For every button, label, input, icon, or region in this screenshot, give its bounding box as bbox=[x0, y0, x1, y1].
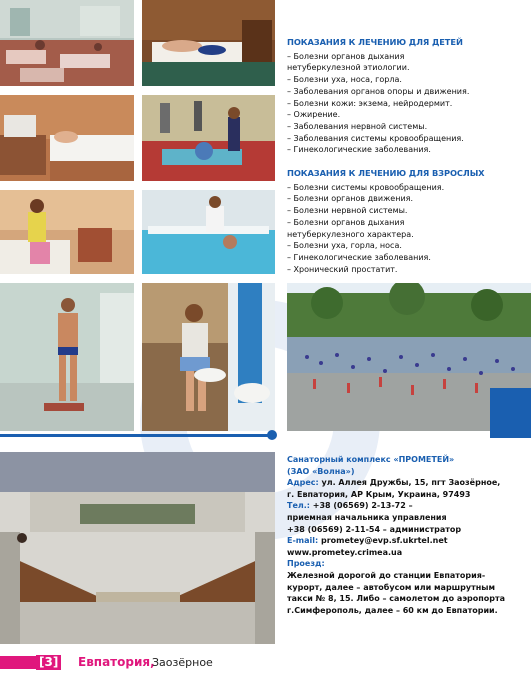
list-item: нетуберкулезного характера. bbox=[287, 229, 414, 239]
phone-value-3: +38 (06569) 2-11-54 – администратор bbox=[287, 524, 462, 534]
list-item: – Болезни кожи: экзема, нейродермит. bbox=[287, 98, 453, 108]
route-line-2: курорт, далее – автобусом или маршрутным bbox=[287, 582, 496, 592]
route-line-1: Железной дорогой до станции Евпатория- bbox=[287, 570, 486, 580]
photo-physiotherapy-ball bbox=[142, 95, 275, 181]
phone-line bbox=[287, 500, 527, 512]
photo-hydrotherapy-bath bbox=[142, 190, 275, 274]
address-value-1: ул. Аллея Дружбы, 15, пгт Заозёрное, bbox=[318, 478, 501, 488]
phone-value-1: +38 (06569) 2-13-72 – bbox=[309, 501, 413, 511]
list-item: нетуберкулезной этиологии. bbox=[287, 63, 410, 73]
address-label: Адрес: bbox=[287, 478, 319, 488]
sanatorium-name: Санаторный комплекс «ПРОМЕТЕЙ» bbox=[287, 455, 455, 464]
list-item: – Ожирение. bbox=[287, 110, 341, 120]
address-value-2: г. Евпатория, АР Крым, Украина, 97493 bbox=[287, 489, 471, 499]
route-line-3: такси № 8, 15. Либо – самолетом до аэропорта bbox=[287, 594, 506, 604]
footer-city: Евпатория, bbox=[78, 655, 155, 669]
list-item: – Заболевания нервной системы. bbox=[287, 121, 428, 131]
website-link[interactable]: www.prometey.crimea.ua bbox=[287, 547, 403, 557]
list-item: – Гинекологические заболевания. bbox=[287, 252, 431, 262]
footer-place: Заозёрное bbox=[152, 656, 213, 669]
address-line bbox=[287, 477, 527, 489]
email-label: E-mail: bbox=[287, 536, 319, 546]
photo-girl-sitting bbox=[0, 190, 134, 274]
phone-label: Тел.: bbox=[287, 501, 310, 511]
list-item: – Хронический простатит. bbox=[287, 264, 398, 274]
photo-man-standing bbox=[0, 283, 134, 431]
phone-value-2: приемная начальника управления bbox=[287, 512, 447, 522]
email-line bbox=[287, 535, 527, 547]
photo-sanatorium-hall bbox=[0, 452, 275, 644]
list-item: – Заболевания органов опоры и движения. bbox=[287, 86, 470, 96]
list-item: – Болезни уха, носа, горла. bbox=[287, 75, 402, 85]
timeline-dot bbox=[267, 430, 277, 440]
route-label: Проезд: bbox=[287, 559, 325, 569]
accent-stripe bbox=[490, 388, 531, 438]
list-item: – Болезни органов дыхания bbox=[287, 217, 405, 227]
adults-indications bbox=[287, 168, 484, 275]
timeline-bar bbox=[0, 434, 276, 437]
list-item: – Болезни уха, горла, носа. bbox=[287, 241, 402, 251]
list-item: – Болезни системы кровообращения. bbox=[287, 182, 445, 192]
adults-indications-list bbox=[287, 182, 484, 276]
page-footer bbox=[0, 651, 531, 673]
route-line-4: г.Симферополь, далее – 60 км до Евпатории. bbox=[287, 605, 498, 615]
company-name: (ЗАО «Волна») bbox=[287, 466, 355, 476]
list-item: – Гинекологические заболевания. bbox=[287, 145, 431, 155]
adults-indications-title: ПОКАЗАНИЯ К ЛЕЧЕНИЮ ДЛЯ ВЗРОСЛЫХ bbox=[287, 168, 485, 178]
photo-patient-on-couch bbox=[0, 95, 134, 181]
list-item: – Болезни нервной системы. bbox=[287, 206, 408, 216]
photo-woman-drinking-water bbox=[142, 283, 275, 431]
list-item: – Болезни органов движения. bbox=[287, 194, 414, 204]
list-item: – Болезни органов дыхания bbox=[287, 51, 405, 61]
email-link[interactable]: prometey@evp.sf.ukrtel.net bbox=[318, 536, 448, 546]
list-item: – Заболевания системы кровообращения. bbox=[287, 133, 464, 143]
contact-info bbox=[287, 454, 527, 616]
children-indications-title: ПОКАЗАНИЯ К ЛЕЧЕНИЮ ДЛЯ ДЕТЕЙ bbox=[287, 37, 463, 47]
photo-children-dormitory bbox=[0, 0, 134, 86]
children-indications-list bbox=[287, 51, 469, 156]
children-indications bbox=[287, 37, 469, 156]
page-number: [3] bbox=[36, 655, 61, 670]
photo-massage-room bbox=[142, 0, 275, 86]
